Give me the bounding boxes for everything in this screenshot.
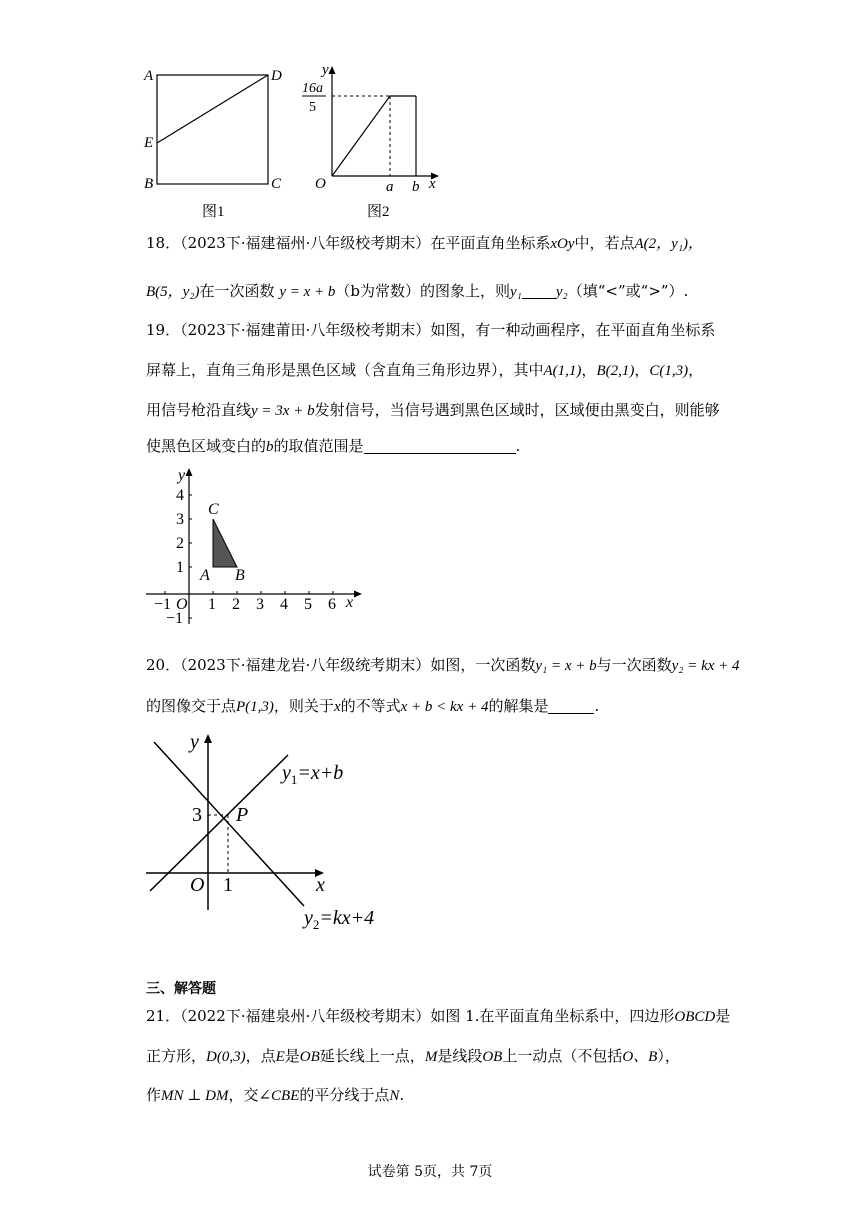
q20-line-1 [146, 655, 740, 676]
q19-fig-label-b: B [235, 567, 245, 584]
q19-fig-xtick-3: 3 [256, 596, 264, 613]
q18-text-a: 在平面直角坐标系 [430, 234, 551, 252]
fig1-label-a: A [144, 68, 154, 84]
q19-line4-text-c: 的取值范围是 [273, 437, 364, 455]
q18-point-a: A(2，y₁)， [634, 236, 704, 252]
q20-source: （2023下·福建龙岩·八年级统考期末） [180, 656, 431, 674]
section-title-3: 三、解答题 [146, 981, 216, 997]
q18-y1: y₁ [510, 284, 522, 300]
q19-line3-text-a: 用信号枪沿直线 [146, 401, 252, 419]
q19-fig-origin: O [176, 596, 188, 613]
q19-fig-xtick-6: 6 [328, 596, 336, 613]
q18-line-2 [146, 281, 688, 302]
q18-function: y = x + b [279, 284, 336, 300]
q21-line-3 [146, 1085, 404, 1106]
fig2-xtick-b: b [412, 179, 420, 195]
q21-source: （2022下·福建泉州·八年级校考期末） [180, 1007, 431, 1025]
q18-point-b: B(5，y₂) [146, 284, 200, 300]
fig2-ytick-numerator: 16a [302, 81, 323, 96]
q21-line1-text-a: 如图 1.在平面直角坐标系中，四边形 [430, 1007, 675, 1025]
q20-fig-label-y1: $y_1=x+b$ [282, 762, 344, 787]
q19-line-function: y = 3x + b [251, 403, 315, 419]
fig1-label-e: E [144, 135, 154, 151]
q19-fig-ytick-4: 4 [176, 487, 184, 504]
fig1-caption: 图1 [202, 204, 225, 220]
q21-line2-text-d: 延长线上一点， [319, 1047, 425, 1065]
q18-text-d: （b为常数）的图象上，则 [335, 282, 510, 300]
q21-line3-text-c: 的平分线于点 [299, 1086, 390, 1104]
q19-answer-blank[interactable] [364, 439, 516, 454]
q19-number: 19． [146, 321, 181, 339]
q19-line3-text-b: 发射信号，当信号遇到黑色区域时，区域便由黑变白，则能够 [314, 401, 720, 419]
q20-line2-text-d: 的解集是 [488, 697, 549, 715]
q19-line1-text: 如图，有一种动画程序，在平面直角坐标系 [430, 321, 716, 339]
q21-line1-text-b: 是 [715, 1007, 731, 1025]
q19-point-a: A(1,1) [543, 363, 582, 379]
q21-point-e: E [275, 1049, 285, 1065]
q21-line3-text-a: 作 [146, 1086, 162, 1104]
q20-line1-text-b: 与一次函数 [596, 656, 672, 674]
q20-fig-label-y2: $y_2=kx+4$ [304, 907, 375, 932]
q19-fig-ytick-3: 3 [176, 511, 184, 528]
q21-line3-text-b: ，交 [228, 1086, 259, 1104]
q19-fig-label-c: C [208, 501, 219, 518]
q19-fig-label-a: A [200, 567, 210, 584]
q20-function-1: y₁ = x + b [535, 658, 597, 674]
q19-fig-xtick-2: 2 [232, 596, 240, 613]
fig1-label-d: D [271, 68, 282, 84]
q21-point-n: N [389, 1088, 400, 1104]
q19-line-2: 屏幕上，直角三角形是黑色区域（含直角三角形边界），其中A(1,1)，B(2,1)，C(1,3)， [146, 361, 704, 379]
q18-source: （2023下·福建福州·八年级校考期末） [180, 234, 431, 252]
q21-line-1 [146, 1006, 730, 1027]
q19-fig-x-label: x [346, 594, 354, 611]
q20-line-2 [146, 696, 599, 717]
q19-line-1 [146, 320, 715, 340]
fig1-label-c: C [271, 176, 282, 192]
q20-line2-text-c: 的不等式 [340, 697, 401, 715]
q18-line-1 [146, 233, 703, 254]
fig1-label-b: B [144, 176, 154, 192]
q19-var-b: b [266, 439, 274, 455]
q21-ob-points: O、B [622, 1049, 658, 1065]
fig2-x-label: x [429, 176, 436, 192]
q18-text-b: 中，若点 [574, 234, 635, 252]
fig2-xtick-a: a [386, 179, 394, 195]
q20-var-x: x [333, 699, 341, 715]
q19-line-4 [146, 436, 520, 457]
q21-line2-text-b: ，点 [245, 1047, 276, 1065]
q18-answer-blank[interactable] [522, 284, 556, 299]
page-footer: 试卷第 5页，共 7页 [367, 1164, 493, 1180]
q20-fig-tick-y3: 3 [192, 804, 202, 826]
q19-fig-ytick-neg1: −1 [166, 610, 184, 627]
q21-ob: OB [299, 1049, 320, 1065]
q20-inequality: x + b < kx + 4 [400, 699, 489, 715]
figures-top [136, 60, 456, 220]
q18-text-c: 在一次函数 [199, 282, 275, 300]
q21-period: . [399, 1086, 405, 1104]
q20-fig-origin: O [190, 874, 205, 896]
q19-fig-xtick-neg1: −1 [154, 596, 172, 613]
q21-line2-text-g: ）， [657, 1047, 680, 1065]
q18-number: 18． [146, 234, 181, 252]
q21-ob-2: OB [482, 1049, 503, 1065]
q19-line2-text: 屏幕上，直角三角形是黑色区域（含直角三角形边界），其中 [146, 361, 544, 379]
q21-line2-text-c: 是 [284, 1047, 300, 1065]
q20-figure [140, 728, 400, 938]
q20-period: . [594, 697, 600, 715]
q19-source: （2023下·福建莆田·八年级校考期末） [180, 321, 431, 339]
q20-fig-x-label: x [316, 874, 325, 896]
q19-line-3 [146, 400, 720, 421]
q19-point-c: C(1,3) [649, 363, 689, 379]
q19-line4-text-a: 使黑色区域变白的 [146, 437, 267, 455]
q20-number: 20． [146, 656, 181, 674]
q18-coord-system: xOy [550, 236, 575, 252]
q21-point-m: M [424, 1049, 438, 1065]
figure-2-graph [302, 62, 439, 220]
q19-figure [140, 464, 370, 634]
q19-fig-xtick-5: 5 [304, 596, 312, 613]
fig2-caption: 图2 [367, 204, 390, 220]
q21-line2-text-a: 正方形， [146, 1047, 207, 1065]
q21-line2-text-f: 上一动点（不包括 [502, 1047, 623, 1065]
q21-point-d: D(0,3) [206, 1049, 246, 1065]
black-triangle-region [213, 519, 237, 567]
q20-line2-text-a: 的图像交于点 [146, 697, 237, 715]
q20-fig-y-label: y [190, 731, 199, 753]
q19-fig-y-label: y [178, 467, 186, 484]
q20-function-2: y₂ = kx + 4 [671, 658, 740, 674]
q20-fig-point-p: P [236, 804, 249, 826]
q21-line-2 [146, 1046, 680, 1067]
q21-perp: MN ⊥ DM [161, 1088, 229, 1104]
q21-number: 21． [146, 1007, 181, 1025]
q19-fig-ytick-2: 2 [176, 535, 184, 552]
q20-fig-tick-x1: 1 [223, 874, 233, 896]
q21-obcd: OBCD [674, 1009, 716, 1025]
q19-fig-xtick-4: 4 [280, 596, 288, 613]
fig2-y-label: y [322, 62, 329, 78]
q19-fig-ytick-1: 1 [176, 559, 184, 576]
q20-line2-text-b: ，则关于 [273, 697, 334, 715]
q20-line1-text-a: 如图，一次函数 [430, 656, 536, 674]
line-y1 [150, 755, 288, 891]
q18-y2: y₂ [555, 284, 568, 300]
q21-angle: ∠CBE [258, 1088, 300, 1104]
q19-fig-xtick-1: 1 [208, 596, 216, 613]
q21-line2-text-e: 是线段 [437, 1047, 483, 1065]
q19-period: . [515, 437, 521, 455]
q19-point-b: B(2,1) [596, 363, 635, 379]
figure-1-square [143, 68, 282, 220]
q18-text-e: （填“<”或“>”）. [567, 282, 689, 300]
fig2-origin: O [315, 176, 326, 192]
q20-answer-blank[interactable] [548, 699, 594, 714]
fig2-ytick-denominator: 5 [309, 100, 316, 115]
q20-point-p: P(1,3) [236, 699, 274, 715]
